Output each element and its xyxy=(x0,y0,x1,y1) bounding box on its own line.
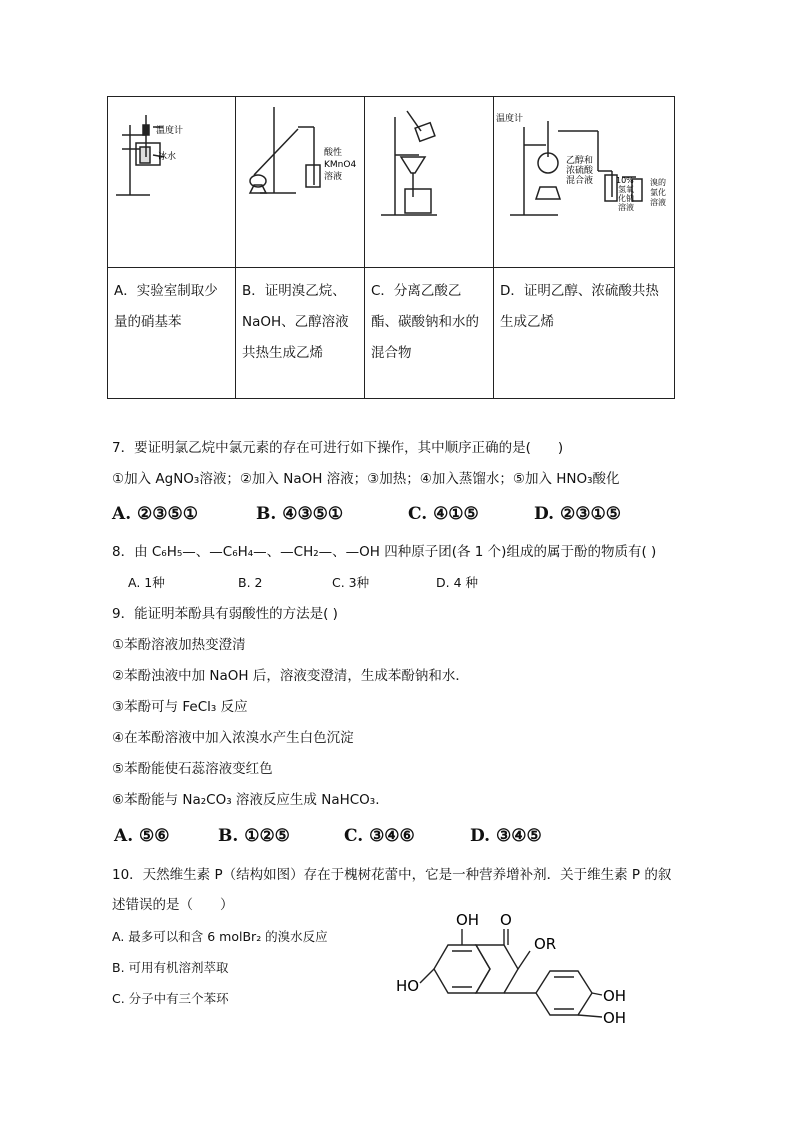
q9-item-6: ⑥苯酚能与 Na₂CO₃ 溶液反应生成 NaHCO₃. xyxy=(112,792,380,808)
q7-option-b[interactable]: B. ④③⑤① xyxy=(256,504,344,524)
q8-option-a[interactable]: A. 1种 xyxy=(128,575,165,590)
q9-option-d[interactable]: D. ③④⑤ xyxy=(470,826,542,846)
apparatus-image-d xyxy=(494,97,675,268)
q8-option-c[interactable]: C. 3种 xyxy=(332,575,370,590)
apparatus-d-label-thermometer: 温度计 xyxy=(496,114,524,124)
nitrobenzene-apparatus-diagram xyxy=(108,97,235,263)
apparatus-image-b xyxy=(236,97,365,268)
apparatus-image-a xyxy=(108,97,236,268)
structure-label-oh-right-1: OH xyxy=(603,987,627,1005)
q9-option-a[interactable]: A. ⑤⑥ xyxy=(114,826,170,846)
apparatus-image-c xyxy=(365,97,494,268)
apparatus-d-label-ethanol: 乙醇和 xyxy=(566,156,594,166)
apparatus-d-label-bromine: 溴的 xyxy=(650,178,666,187)
q7-option-c[interactable]: C. ④①⑤ xyxy=(408,504,479,524)
q8-stem: 8．由 C₆H₅—、—C₆H₄—、—CH₂—、—OH 四种原子团(各 1 个)组成的属于酚的物质有( ) xyxy=(112,544,657,560)
q10-option-b[interactable]: B. 可用有机溶剂萃取 xyxy=(112,960,229,975)
q10-option-c[interactable]: C. 分子中有三个苯环 xyxy=(112,991,229,1006)
apparatus-d-label-conc-sulfuric: 浓硫酸 xyxy=(566,166,594,176)
q9-item-4: ④在苯酚溶液中加入浓溴水产生白色沉淀 xyxy=(112,730,354,746)
apparatus-d-label-oxide: 化钠 xyxy=(618,194,634,203)
caption-b: B．证明溴乙烷、NaOH、乙醇溶液共热生成乙烯 xyxy=(242,283,349,361)
q9-option-c[interactable]: C. ③④⑥ xyxy=(344,826,415,846)
structure-label-o-top: O xyxy=(500,911,512,929)
apparatus-b-label-kmno4: KMnO4 xyxy=(324,160,357,170)
apparatus-d-label-mixture: 混合液 xyxy=(566,176,594,186)
q10-option-a[interactable]: A. 最多可以和含 6 molBr₂ 的溴水反应 xyxy=(112,929,328,944)
q8-option-d[interactable]: D. 4 种 xyxy=(436,575,478,590)
q10-stem-line1: 10．天然维生素 P（结构如图）存在于槐树花蕾中，它是一种营养增补剂．关于维生素 P 的叙 xyxy=(112,867,672,883)
apparatus-table xyxy=(107,96,675,399)
q9-item-2: ②苯酚浊液中加 NaOH 后，溶液变澄清，生成苯酚钠和水． xyxy=(112,668,469,684)
q7-steps: ①加入 AgNO₃溶液；②加入 NaOH 溶液；③加热；④加入蒸馏水；⑤加入 HNO₃酸化 xyxy=(112,471,620,487)
q9-item-5: ⑤苯酚能使石蕊溶液变红色 xyxy=(112,761,273,777)
apparatus-b-label-acidic: 酸性 xyxy=(324,148,343,158)
q7-stem: 7．要证明氯乙烷中氯元素的存在可进行如下操作，其中顺序正确的是( ) xyxy=(112,440,564,456)
ethanol-dehydration-apparatus-diagram xyxy=(494,97,674,263)
apparatus-b-label-solution: 溶液 xyxy=(324,172,343,182)
apparatus-d-label-hydr: 氢氧 xyxy=(618,185,634,194)
q9-item-1: ①苯酚溶液加热变澄清 xyxy=(112,637,246,653)
q7-option-a[interactable]: A. ②③⑤① xyxy=(112,504,198,524)
q9-stem: 9．能证明苯酚具有弱酸性的方法是( ) xyxy=(112,606,338,622)
apparatus-a-label-ice-water: 冰水 xyxy=(158,152,177,162)
apparatus-d-label-solution2: 溶液 xyxy=(650,198,666,207)
structure-label-oh-top: OH xyxy=(456,911,480,929)
structure-label-oh-right-2: OH xyxy=(603,1009,627,1027)
q7-option-d[interactable]: D. ②③①⑤ xyxy=(534,504,621,524)
apparatus-d-label-10pct: 10% xyxy=(616,176,634,185)
vitamin-p-structure-diagram xyxy=(390,905,640,1035)
q9-option-b[interactable]: B. ①②⑤ xyxy=(218,826,290,846)
caption-c: C．分离乙酸乙酯、碳酸钠和水的混合物 xyxy=(371,283,479,361)
separation-apparatus-diagram xyxy=(365,97,493,263)
apparatus-d-label-chloride: 氯化 xyxy=(650,188,666,197)
q8-option-b[interactable]: B. 2 xyxy=(238,575,263,590)
caption-d: D．证明乙醇、浓硫酸共热生成乙烯 xyxy=(500,283,659,330)
apparatus-d-label-soln: 溶液 xyxy=(618,203,634,212)
ethylene-test-apparatus-diagram xyxy=(236,97,364,263)
q9-item-3: ③苯酚可与 FeCl₃ 反应 xyxy=(112,699,248,715)
structure-label-or: OR xyxy=(534,935,557,953)
q10-stem-line2: 述错误的是（ ） xyxy=(112,897,234,913)
apparatus-a-label-thermometer: 温度计 xyxy=(156,126,184,136)
structure-label-ho-left: HO xyxy=(396,977,420,995)
caption-a: A．实验室制取少量的硝基苯 xyxy=(114,283,218,330)
